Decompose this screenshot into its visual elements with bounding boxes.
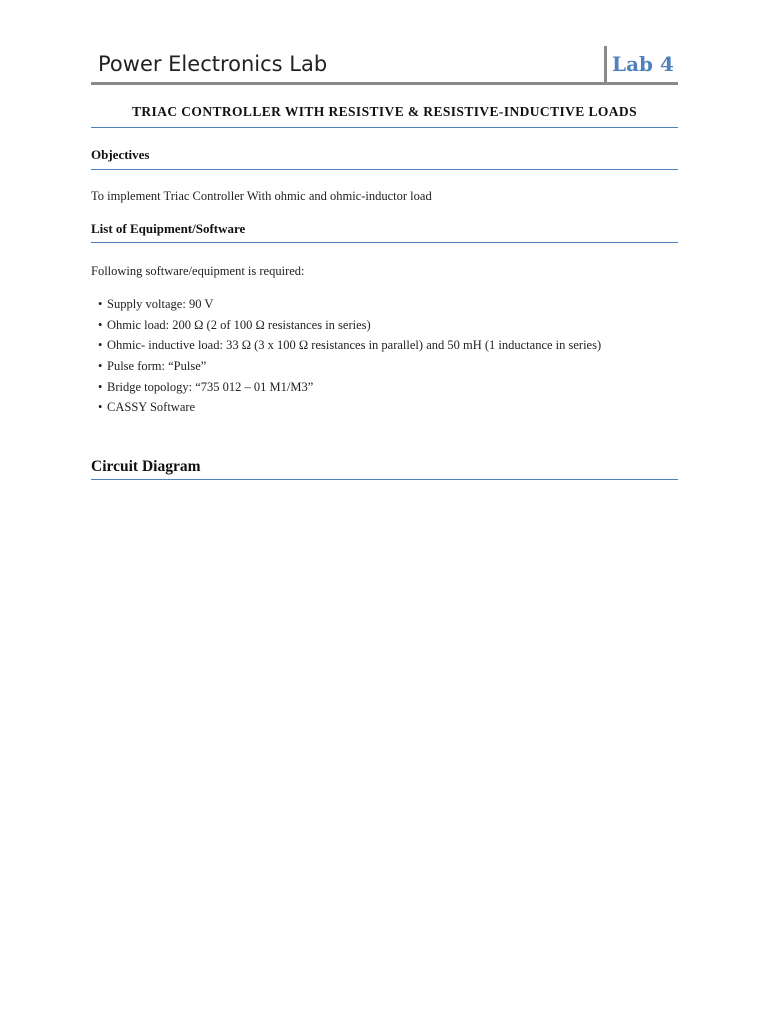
list-item-text: Supply voltage: 90 V bbox=[107, 297, 214, 311]
page-header bbox=[91, 44, 678, 84]
header-title: Power Electronics Lab bbox=[98, 52, 328, 76]
objectives-rule bbox=[91, 169, 678, 170]
bullet-icon: • bbox=[98, 297, 103, 311]
equipment-list bbox=[98, 294, 601, 418]
objectives-heading: Objectives bbox=[91, 147, 150, 162]
bullet-icon: • bbox=[98, 379, 103, 394]
list-item bbox=[98, 397, 601, 418]
list-item-text: Ohmic- inductive load: 33 Ω (3 x 100 Ω resistances in parallel) and 50 mH (1 inductance in series) bbox=[107, 338, 602, 353]
list-item bbox=[98, 377, 601, 398]
list-item-text: CASSY Software bbox=[107, 400, 196, 415]
bullet-icon: • bbox=[98, 359, 103, 374]
circuit-rule bbox=[91, 479, 678, 480]
header-rule bbox=[91, 82, 678, 85]
equipment-intro: Following software/equipment is required: bbox=[91, 264, 305, 278]
equipment-heading: List of Equipment/Software bbox=[91, 221, 246, 236]
bullet-icon: • bbox=[98, 338, 103, 353]
list-item bbox=[98, 335, 601, 356]
header-divider bbox=[604, 46, 607, 84]
objectives-text: To implement Triac Controller With ohmic and ohmic-inductor load bbox=[91, 189, 432, 203]
lab-number: Lab 4 bbox=[612, 52, 674, 76]
list-item bbox=[98, 315, 601, 336]
title-rule bbox=[91, 127, 678, 128]
bullet-icon: • bbox=[98, 317, 103, 332]
list-item bbox=[98, 294, 601, 315]
document-title: TRIAC CONTROLLER WITH RESISTIVE & RESISTIVE-INDUCTIVE LOADS bbox=[132, 104, 637, 119]
list-item-text: Bridge topology: “735 012 – 01 M1/M3” bbox=[107, 379, 314, 394]
list-item bbox=[98, 356, 601, 377]
equipment-rule bbox=[91, 242, 678, 243]
list-item-text: Pulse form: “Pulse” bbox=[107, 359, 207, 374]
circuit-diagram-heading: Circuit Diagram bbox=[91, 458, 201, 475]
list-item-text: Ohmic load: 200 Ω (2 of 100 Ω resistances in series) bbox=[107, 317, 371, 332]
bullet-icon: • bbox=[98, 400, 103, 415]
